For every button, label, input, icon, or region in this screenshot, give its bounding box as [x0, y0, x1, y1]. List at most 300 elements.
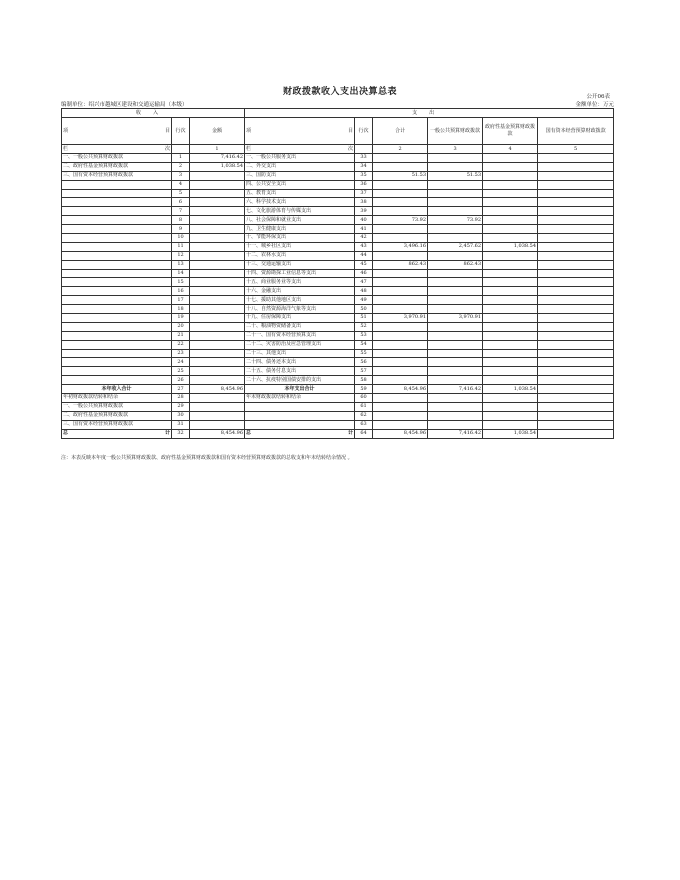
expense-total: 8,454.96 [373, 429, 428, 438]
table-row [62, 376, 614, 385]
general-budget-header: 一般公共预算财政拨款 [428, 118, 483, 145]
general-budget-amount [428, 367, 483, 376]
gov-fund-amount [483, 314, 538, 323]
expense-item: 二十一、国有资本经营预算支出 [245, 331, 355, 340]
empty-cell [373, 402, 428, 411]
expense-total [373, 376, 428, 385]
expense-row-no: 45 [355, 260, 373, 269]
empty-cell [538, 411, 614, 420]
state-capital-header: 国有资本经营预算财政拨款 [538, 118, 614, 145]
table-row [62, 340, 614, 349]
income-row-no: 3 [172, 171, 190, 180]
income-item: 一、一般公共预算财政拨款 [62, 402, 172, 411]
income-row-no: 24 [172, 358, 190, 367]
empty-cell [538, 402, 614, 411]
expense-item [245, 411, 355, 420]
expense-row-no: 47 [355, 278, 373, 287]
expense-row-no-header: 行次 [355, 118, 373, 145]
income-row-no-header: 行次 [172, 118, 190, 145]
expense-item: 二十六、抗疫特别国债安排的支出 [245, 376, 355, 385]
income-amount [190, 260, 245, 269]
state-capital-amount [538, 358, 614, 367]
expense-row-no: 63 [355, 420, 373, 429]
expense-total: 862.43 [373, 260, 428, 269]
col-num: 5 [538, 145, 614, 154]
income-item [62, 242, 172, 251]
expense-item: 二十四、债务还本支出 [245, 358, 355, 367]
expense-total [373, 278, 428, 287]
expense-total [373, 322, 428, 331]
income-row-no: 25 [172, 367, 190, 376]
income-row-no: 29 [172, 402, 190, 411]
expense-col-label: 栏 次 [246, 145, 354, 152]
income-amount [190, 251, 245, 260]
expense-item: 十七、援助其他地区支出 [245, 296, 355, 305]
gov-fund-amount [483, 189, 538, 198]
expense-row-no: 51 [355, 314, 373, 323]
gov-fund-amount [483, 367, 538, 376]
income-item [62, 305, 172, 314]
income-row-no: 8 [172, 216, 190, 225]
expense-row-no: 58 [355, 376, 373, 385]
table-row [62, 287, 614, 296]
income-item: 一、一般公共预算财政拨款 [62, 154, 172, 163]
income-row-no: 21 [172, 331, 190, 340]
income-amount [190, 207, 245, 216]
expense-item: 二十三、其他支出 [245, 349, 355, 358]
footnote: 注：本表反映本年度一般公共预算财政拨款、政府性基金预算财政拨款和国有资本经营预算财政拨款的总收支和年末结转结余情况 。 [61, 455, 353, 461]
income-amount [190, 234, 245, 243]
expense-row-no: 46 [355, 269, 373, 278]
expense-item-header: 项 目 [245, 118, 355, 145]
expense-item: 十四、资源勘探工业信息等支出 [245, 269, 355, 278]
expense-item: 八、社会保障和就业支出 [245, 216, 355, 225]
expense-total: 3,496.16 [373, 242, 428, 251]
income-amount [190, 331, 245, 340]
expense-row-no: 42 [355, 234, 373, 243]
table-row [62, 358, 614, 367]
col-num: 3 [428, 145, 483, 154]
subtotal-row [62, 385, 614, 394]
income-row-no: 16 [172, 287, 190, 296]
expense-row-no: 64 [355, 429, 373, 438]
carryover-row [62, 394, 614, 403]
expense-row-no: 38 [355, 198, 373, 207]
empty-cell [373, 394, 428, 403]
empty-cell [483, 394, 538, 403]
general-budget-amount [428, 234, 483, 243]
carryover-row [62, 420, 614, 429]
expense-header: 支出 [245, 109, 614, 118]
income-amount [190, 322, 245, 331]
expense-grand-total-label: 总 计 [246, 430, 354, 437]
expense-total [373, 207, 428, 216]
income-row-no: 19 [172, 314, 190, 323]
expense-total [373, 154, 428, 163]
income-item [62, 314, 172, 323]
state-capital-amount [538, 287, 614, 296]
expense-row-no: 49 [355, 296, 373, 305]
gov-fund-amount [483, 331, 538, 340]
gov-fund-amount [483, 278, 538, 287]
table-row [62, 251, 614, 260]
general-budget-amount [428, 358, 483, 367]
table-row [62, 198, 614, 207]
expense-item: 五、教育支出 [245, 189, 355, 198]
empty-cell [428, 394, 483, 403]
gov-fund-amount [483, 305, 538, 314]
table-row [62, 162, 614, 171]
income-row-no: 7 [172, 207, 190, 216]
expense-item: 二十二、灾害防治及应急管理支出 [245, 340, 355, 349]
income-amount [190, 376, 245, 385]
gov-fund-amount [483, 216, 538, 225]
income-row-no: 30 [172, 411, 190, 420]
state-capital-amount [538, 251, 614, 260]
income-grand-total-label: 总 计 [63, 430, 170, 437]
income-amount: 1,038.54 [190, 162, 245, 171]
expense-item: 三、国防支出 [245, 171, 355, 180]
expense-total [373, 269, 428, 278]
empty-cell [428, 411, 483, 420]
table-row [62, 278, 614, 287]
income-item [62, 251, 172, 260]
state-capital-amount [538, 234, 614, 243]
income-item [62, 269, 172, 278]
col-num: 4 [483, 145, 538, 154]
expense-item: 一、一般公共服务支出 [245, 154, 355, 163]
expense-total [373, 331, 428, 340]
table-row [62, 225, 614, 234]
budget-summary-table [61, 108, 614, 439]
expense-item: 二十五、债务付息支出 [245, 367, 355, 376]
state-capital-amount [538, 376, 614, 385]
state-capital-amount [538, 305, 614, 314]
income-amount [190, 340, 245, 349]
header-row-column-numbers [62, 145, 614, 154]
gov-fund-amount [483, 154, 538, 163]
general-budget-amount [428, 198, 483, 207]
income-row-no: 10 [172, 234, 190, 243]
state-capital-amount [538, 322, 614, 331]
expense-total [373, 358, 428, 367]
income-item [62, 225, 172, 234]
income-amount [190, 367, 245, 376]
form-code: 公开06表 [586, 94, 610, 100]
expense-row-no: 37 [355, 189, 373, 198]
general-budget-amount [428, 287, 483, 296]
expense-total [373, 340, 428, 349]
gov-fund-amount [483, 296, 538, 305]
col-num: 1 [190, 145, 245, 154]
empty-cell [428, 420, 483, 429]
expense-row-no: 34 [355, 162, 373, 171]
expense-row-no: 33 [355, 154, 373, 163]
state-capital-amount [538, 207, 614, 216]
empty-cell [428, 402, 483, 411]
expense-total [373, 287, 428, 296]
income-row-no: 28 [172, 394, 190, 403]
general-budget-amount: 51.53 [428, 171, 483, 180]
state-capital-amount [538, 260, 614, 269]
income-amount [190, 171, 245, 180]
income-row-no: 14 [172, 269, 190, 278]
state-capital-amount [538, 349, 614, 358]
general-budget-amount [428, 305, 483, 314]
general-budget-amount [428, 278, 483, 287]
expense-row-no: 36 [355, 180, 373, 189]
income-row-no: 4 [172, 180, 190, 189]
gov-fund-amount: 1,038.54 [483, 385, 538, 394]
table-row [62, 154, 614, 163]
income-item [62, 296, 172, 305]
table-row [62, 296, 614, 305]
col-num: 2 [373, 145, 428, 154]
income-item [62, 322, 172, 331]
expense-item [245, 402, 355, 411]
income-amount [190, 180, 245, 189]
state-capital-amount [538, 331, 614, 340]
income-item: 三、国有资本经营预算财政拨款 [62, 420, 172, 429]
expense-item: 十五、商业服务业等支出 [245, 278, 355, 287]
expense-row-no: 50 [355, 305, 373, 314]
income-item [62, 216, 172, 225]
income-grand-total-amount: 8,454.96 [190, 429, 245, 438]
empty-cell [483, 420, 538, 429]
state-capital-amount [538, 198, 614, 207]
table-row [62, 171, 614, 180]
state-capital-amount [538, 242, 614, 251]
state-capital-amount [538, 154, 614, 163]
expense-total: 3,970.91 [373, 314, 428, 323]
income-amount-header: 金额 [190, 118, 245, 145]
unit-label: 金额单位：万元 [575, 102, 614, 108]
income-col-label: 栏 次 [63, 145, 170, 152]
gov-fund-amount [483, 349, 538, 358]
table-row [62, 180, 614, 189]
income-amount [190, 216, 245, 225]
income-row-no: 2 [172, 162, 190, 171]
general-budget-amount [428, 180, 483, 189]
income-row-no: 18 [172, 305, 190, 314]
income-amount [190, 242, 245, 251]
income-amount [190, 278, 245, 287]
gov-fund-amount [483, 180, 538, 189]
expense-total [373, 251, 428, 260]
general-budget-amount [428, 296, 483, 305]
income-amount [190, 402, 245, 411]
expense-item: 二、外交支出 [245, 162, 355, 171]
income-item [62, 358, 172, 367]
state-capital-amount [538, 314, 614, 323]
expense-row-no: 43 [355, 242, 373, 251]
income-amount [190, 305, 245, 314]
org-label: 编制单位：绍兴市越城区建设和交通运输局（本级） [61, 102, 188, 108]
income-row-no: 17 [172, 296, 190, 305]
expense-total [373, 349, 428, 358]
expense-row-no: 54 [355, 340, 373, 349]
state-capital-amount [538, 385, 614, 394]
income-amount [190, 358, 245, 367]
income-row-no: 11 [172, 242, 190, 251]
income-item [62, 349, 172, 358]
general-budget-amount [428, 154, 483, 163]
state-capital-amount [538, 367, 614, 376]
income-row-no: 6 [172, 198, 190, 207]
state-capital-amount [538, 189, 614, 198]
empty-cell [538, 420, 614, 429]
expense-item: 四、公共安全支出 [245, 180, 355, 189]
general-budget-amount: 862.43 [428, 260, 483, 269]
gov-fund-amount [483, 162, 538, 171]
state-capital-amount [538, 216, 614, 225]
table-row [62, 331, 614, 340]
gov-fund-amount [483, 198, 538, 207]
gov-fund-amount [483, 251, 538, 260]
income-item [62, 189, 172, 198]
state-capital-amount [538, 225, 614, 234]
income-subtotal-amount: 8,454.96 [190, 385, 245, 394]
gov-fund-amount [483, 225, 538, 234]
general-budget-amount [428, 225, 483, 234]
table-row [62, 207, 614, 216]
gov-fund-header: 政府性基金预算财政拨款 [483, 118, 538, 145]
empty-cell [483, 411, 538, 420]
income-row-no: 5 [172, 189, 190, 198]
empty-cell [373, 420, 428, 429]
expense-row-no: 53 [355, 331, 373, 340]
income-item [62, 198, 172, 207]
income-amount [190, 314, 245, 323]
expense-row-no: 48 [355, 287, 373, 296]
income-amount [190, 198, 245, 207]
org-unit-row [61, 100, 613, 108]
general-budget-amount [428, 331, 483, 340]
table-row [62, 242, 614, 251]
income-item-header: 项 目 [62, 118, 172, 145]
expense-total [373, 367, 428, 376]
report-title: 财政拨款收入支出决算总表 [282, 87, 397, 97]
gov-fund-amount: 1,038.54 [483, 242, 538, 251]
empty-cell [483, 402, 538, 411]
table-row [62, 322, 614, 331]
expense-item: 二十、粮油物资储备支出 [245, 322, 355, 331]
expense-item: 十二、农林水支出 [245, 251, 355, 260]
state-capital-amount [538, 162, 614, 171]
income-row-no: 13 [172, 260, 190, 269]
expense-row-no: 40 [355, 216, 373, 225]
income-item [62, 340, 172, 349]
expense-item: 十一、城乡社区支出 [245, 242, 355, 251]
income-row-no: 26 [172, 376, 190, 385]
state-capital-amount [538, 278, 614, 287]
expense-row-no: 55 [355, 349, 373, 358]
expense-item: 十、节能环保支出 [245, 234, 355, 243]
income-row-no: 23 [172, 349, 190, 358]
income-row-no: 31 [172, 420, 190, 429]
expense-total [373, 162, 428, 171]
expense-item: 十九、住房保障支出 [245, 314, 355, 323]
expense-total [373, 225, 428, 234]
expense-row-no: 39 [355, 207, 373, 216]
carryover-row [62, 411, 614, 420]
general-budget-amount [428, 376, 483, 385]
expense-row-no: 61 [355, 402, 373, 411]
income-row-no: 12 [172, 251, 190, 260]
state-capital-amount [538, 171, 614, 180]
expense-total: 8,454.96 [373, 385, 428, 394]
income-amount: 7,416.42 [190, 154, 245, 163]
general-budget-amount: 7,416.42 [428, 385, 483, 394]
gov-fund-amount [483, 322, 538, 331]
gov-fund-amount [483, 340, 538, 349]
expense-total [373, 180, 428, 189]
gov-fund-amount [483, 171, 538, 180]
gov-fund-amount [483, 234, 538, 243]
header-row-columns [62, 118, 614, 145]
gov-fund-amount [483, 376, 538, 385]
table-row [62, 216, 614, 225]
general-budget-amount [428, 322, 483, 331]
income-row-no: 27 [172, 385, 190, 394]
expense-row-no: 52 [355, 322, 373, 331]
empty-cell [373, 411, 428, 420]
income-row-no: 9 [172, 225, 190, 234]
general-budget-amount: 3,970.91 [428, 314, 483, 323]
grand-total-row [62, 429, 614, 438]
expense-total [373, 234, 428, 243]
income-amount [190, 225, 245, 234]
income-row-no: 22 [172, 340, 190, 349]
income-item: 三、国有资本经营预算财政拨款 [62, 171, 172, 180]
income-amount [190, 189, 245, 198]
expense-total [373, 296, 428, 305]
expense-item: 九、卫生健康支出 [245, 225, 355, 234]
income-item [62, 367, 172, 376]
table-row [62, 349, 614, 358]
income-item: 二、政府性基金预算财政拨款 [62, 162, 172, 171]
income-item [62, 287, 172, 296]
expense-item: 十三、交通运输支出 [245, 260, 355, 269]
general-budget-amount [428, 269, 483, 278]
expense-item: 十六、金融支出 [245, 287, 355, 296]
income-item [62, 234, 172, 243]
income-amount [190, 269, 245, 278]
gov-fund-amount [483, 269, 538, 278]
state-capital-amount [538, 429, 614, 438]
expense-total-header: 合计 [373, 118, 428, 145]
expense-total [373, 198, 428, 207]
income-item: 年初财政拨款结转和结余 [62, 394, 172, 403]
table-row [62, 260, 614, 269]
expense-row-no: 62 [355, 411, 373, 420]
income-item [62, 278, 172, 287]
expense-row-no: 57 [355, 367, 373, 376]
expense-total [373, 189, 428, 198]
expense-row-no: 59 [355, 385, 373, 394]
expense-item: 十八、自然资源海洋气象等支出 [245, 305, 355, 314]
income-row-no: 15 [172, 278, 190, 287]
gov-fund-amount [483, 287, 538, 296]
gov-fund-amount: 1,038.54 [483, 429, 538, 438]
gov-fund-amount [483, 260, 538, 269]
table-row [62, 305, 614, 314]
income-row-no: 1 [172, 154, 190, 163]
empty-cell [538, 394, 614, 403]
general-budget-amount: 7,416.42 [428, 429, 483, 438]
income-item: 二、政府性基金预算财政拨款 [62, 411, 172, 420]
income-amount [190, 296, 245, 305]
